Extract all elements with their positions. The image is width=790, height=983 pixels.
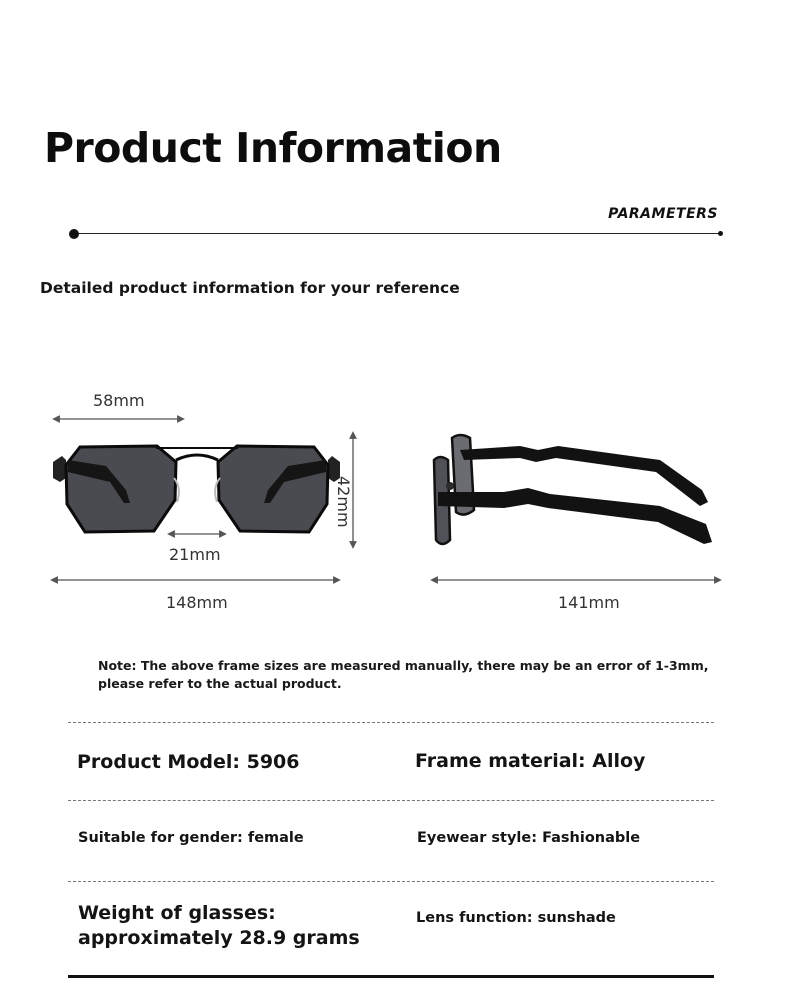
page-subtitle: Detailed product information for your reference (40, 279, 460, 297)
spec-weight (78, 901, 360, 951)
note-line-2: please refer to the actual product. (98, 676, 342, 691)
note-line-1: Note: The above frame sizes are measured manually, there may be an error of 1-3mm, (98, 658, 709, 673)
spec-material: Frame material: Alloy (415, 750, 646, 772)
temple-length-label: 141mm (558, 593, 620, 612)
measurement-note (98, 657, 718, 693)
page-title: Product Information (44, 124, 502, 172)
spec-lens: Lens function: sunshade (416, 910, 616, 926)
bottom-rule (68, 975, 714, 978)
left-hinge (53, 456, 66, 482)
header-divider (74, 233, 722, 234)
spec-model: Product Model: 5906 (77, 751, 300, 773)
spec-weight-line-1: Weight of glasses: (78, 902, 276, 924)
side-view-diagram (420, 420, 740, 600)
lens-height-label: 42mm (334, 476, 353, 528)
frame-width-label: 148mm (166, 593, 228, 612)
divider-dot-left (69, 229, 79, 239)
divider-dot-right (718, 231, 723, 236)
spec-weight-line-2: approximately 28.9 grams (78, 927, 360, 949)
spec-divider-3 (68, 881, 714, 882)
lower-temple (438, 488, 712, 544)
bridge (176, 455, 218, 460)
lens-width-label: 58mm (93, 391, 145, 410)
spec-divider-1 (68, 722, 714, 723)
parameters-tag: PARAMETERS (608, 206, 718, 222)
spec-style: Eyewear style: Fashionable (417, 830, 641, 846)
bridge-width-label: 21mm (169, 545, 221, 564)
spec-divider-2 (68, 800, 714, 801)
spec-gender: Suitable for gender: female (78, 830, 304, 846)
